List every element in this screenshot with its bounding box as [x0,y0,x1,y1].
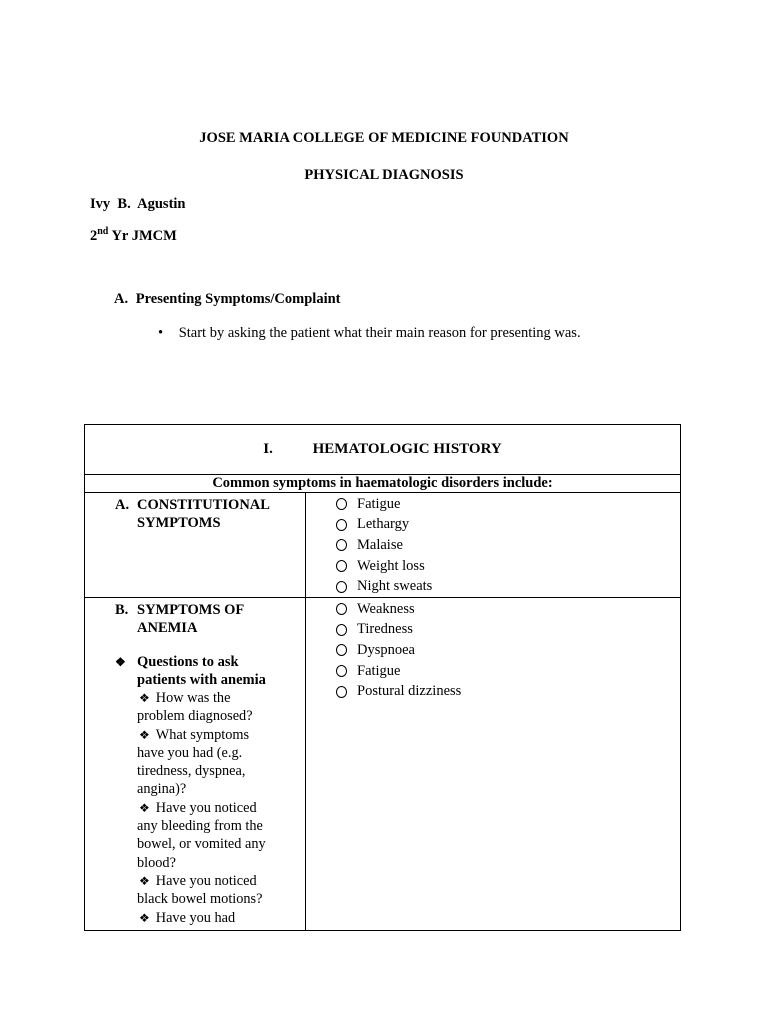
common-symptoms-caption: Common symptoms in haematologic disorders include: [85,475,681,493]
constitutional-label: CONSTITUTIONAL SYMPTOMS [137,497,270,531]
course-title: PHYSICAL DIAGNOSIS [304,167,464,183]
constitutional-label-cell [85,493,306,598]
symptom-text: Night sweats [357,578,433,595]
question-item [137,726,277,799]
questions-heading [115,653,305,689]
anemia-symptom-list [306,598,680,702]
symptom-item [336,640,680,661]
section-a-title: Presenting Symptoms/Complaint [135,291,341,307]
section-a-bullet-text: Start by asking the patient what their main reason for presenting was. [178,325,581,341]
symptom-item [336,494,680,515]
diamond-bullet-icon: ❖ [139,910,150,925]
symptom-item [336,515,680,536]
question-text: Have you noticed any bleeding from the bowel, or vomited any blood? [137,799,266,871]
hematologic-history-table [84,424,681,931]
symptom-item [336,535,680,556]
circle-bullet-icon [336,686,347,698]
symptom-text: Lethargy [357,516,410,533]
symptom-item [336,620,680,641]
circle-bullet-icon [336,603,347,615]
table-title-text: HEMATOLOGIC HISTORY [312,441,502,457]
circle-bullet-icon [336,665,347,677]
section-a-bullet [158,325,581,342]
circle-bullet-icon [336,539,347,551]
symptom-text: Weakness [357,600,415,617]
diamond-bullet-icon: ❖ [115,654,126,669]
diamond-bullet-icon: ❖ [139,873,150,888]
question-item [137,909,277,927]
year-number: 2 [90,227,98,244]
symptom-text: Tiredness [357,621,413,638]
anemia-letter: B. [115,601,129,618]
question-item [137,689,277,726]
symptom-text: Fatigue [357,495,401,512]
questions-heading-text: Questions to ask patients with anemia [137,653,266,688]
section-a-letter: A. [114,291,129,307]
anemia-symptoms-cell [306,597,681,930]
section-a-heading [114,291,341,308]
author-name: Ivy B. Agustin [90,196,186,212]
symptom-text: Malaise [357,536,403,553]
symptom-text: Dyspnoea [357,641,415,658]
symptom-text: Postural dizziness [357,683,462,700]
anemia-label-cell [85,597,306,930]
question-text: What symptoms have you had (e.g. tiredness, dyspnea, angina)? [137,726,250,798]
constitutional-letter: A. [115,497,130,513]
question-text: Have you had [155,909,236,926]
bullet-dot: • [158,325,164,341]
anemia-question-list [115,689,277,927]
diamond-bullet-icon: ❖ [139,727,150,742]
year-suffix: nd [97,226,109,237]
circle-bullet-icon [336,498,347,510]
question-item [137,872,277,909]
circle-bullet-icon [336,519,347,531]
constitutional-symptoms-cell [306,493,681,598]
symptom-item [336,681,680,702]
circle-bullet-icon [336,644,347,656]
symptom-item [336,599,680,620]
symptom-item [336,556,680,577]
diamond-bullet-icon: ❖ [139,800,150,815]
table-title-number: I. [263,441,273,457]
circle-bullet-icon [336,560,347,572]
symptom-item [336,576,680,597]
anemia-label: SYMPTOMS OF ANEMIA [137,601,245,636]
question-text: Have you noticed black bowel motions? [137,872,263,908]
table-title [85,425,681,475]
symptom-item [336,661,680,682]
question-text: How was the problem diagnosed? [137,689,253,725]
circle-bullet-icon [336,624,347,636]
year-level [90,226,177,245]
question-item [137,799,277,872]
symptom-text: Fatigue [357,662,401,679]
diamond-bullet-icon: ❖ [139,690,150,705]
year-rest: Yr JMCM [108,227,177,244]
constitutional-symptom-list [306,493,680,597]
institution-title: JOSE MARIA COLLEGE OF MEDICINE FOUNDATION [199,130,569,146]
symptom-text: Weight loss [357,557,425,574]
circle-bullet-icon [336,581,347,593]
